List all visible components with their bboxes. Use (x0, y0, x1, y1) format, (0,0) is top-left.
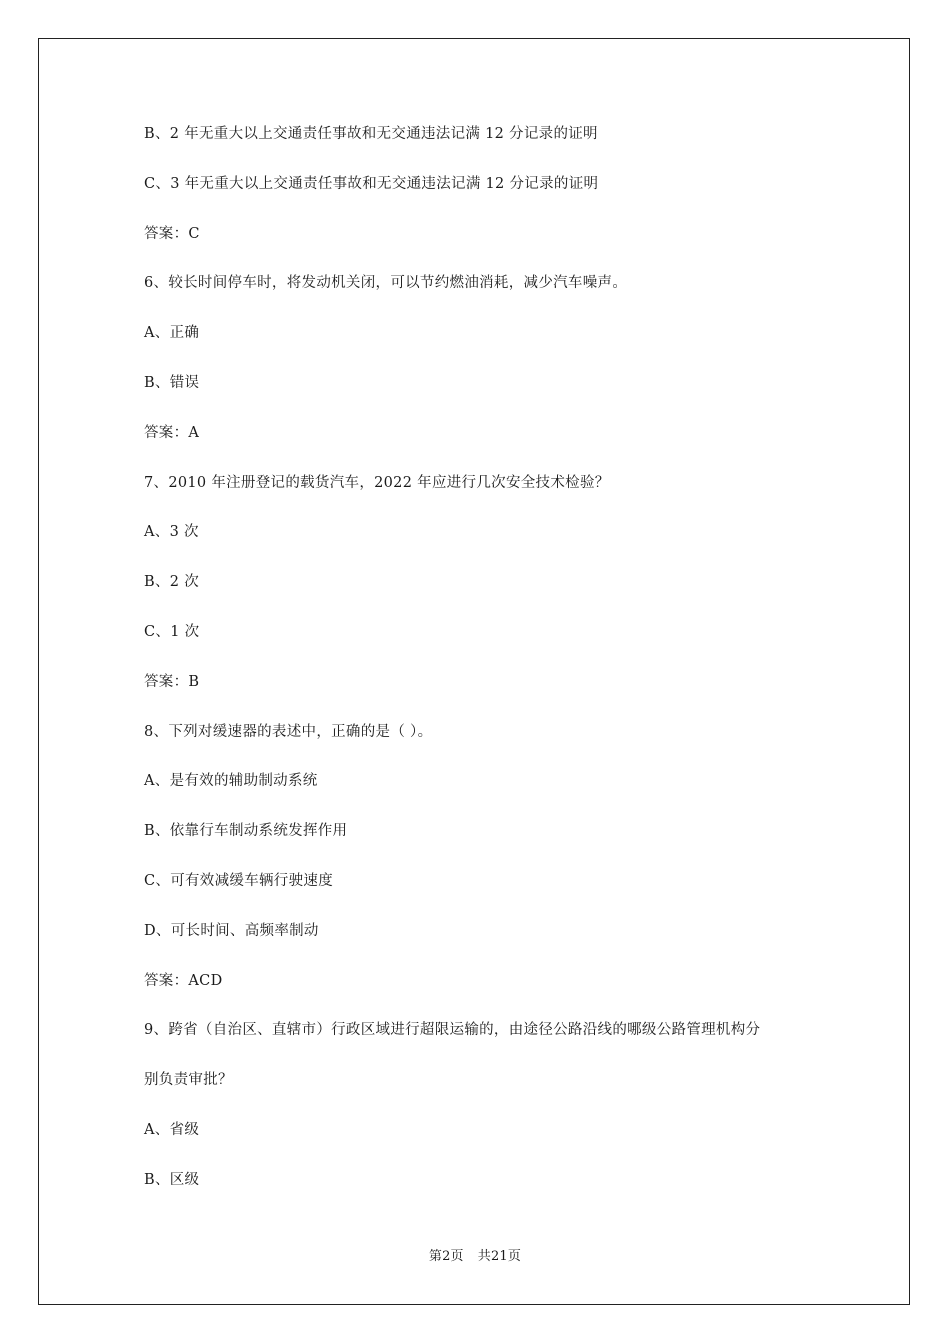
option-b-q7: B、2 次 (144, 574, 199, 591)
question-7: 7、2010 年注册登记的载货汽车，2022 年应进行几次安全技术检验？ (144, 474, 610, 491)
option-a-q6: A、正确 (144, 325, 200, 342)
option-a-q9: A、省级 (144, 1121, 200, 1138)
option-b-q9: B、区级 (144, 1171, 200, 1188)
option-b-q8: B、依靠行车制动系统发挥作用 (144, 823, 348, 840)
option-a-q8: A、是有效的辅助制动系统 (144, 773, 318, 790)
option-c-q7: C、1 次 (144, 623, 200, 640)
page-total: 共21页 (477, 1249, 522, 1264)
question-9-line-2: 别负责审批？ (144, 1072, 233, 1089)
answer-q6: 答案：A (144, 424, 200, 441)
answer-q5: 答案：C (144, 225, 200, 242)
option-c-q8: C、可有效减缓车辆行驶速度 (144, 872, 333, 889)
page-number: 第2页 (428, 1249, 464, 1264)
question-9-line-1: 9、跨省（自治区、直辖市）行政区域进行超限运输的，由途径公路沿线的哪级公路管理机构分 (144, 1022, 761, 1039)
question-8: 8、下列对缓速器的表述中，正确的是（ ）。 (144, 723, 433, 740)
option-a-q7: A、3 次 (144, 524, 199, 541)
page-footer (0, 1248, 950, 1266)
question-6: 6、较长时间停车时，将发动机关闭，可以节约燃油消耗，减少汽车噪声。 (144, 275, 628, 292)
document-body (144, 124, 844, 1220)
answer-q7: 答案：B (144, 673, 200, 690)
option-d-q8: D、可长时间、高频率制动 (144, 922, 319, 939)
answer-q8: 答案：ACD (144, 972, 223, 989)
option-b-q5: B、2 年无重大以上交通责任事故和无交通违法记满 12 分记录的证明 (144, 126, 598, 142)
option-c-q5: C、3 年无重大以上交通责任事故和无交通违法记满 12 分记录的证明 (144, 175, 599, 192)
option-b-q6: B、错误 (144, 374, 200, 391)
